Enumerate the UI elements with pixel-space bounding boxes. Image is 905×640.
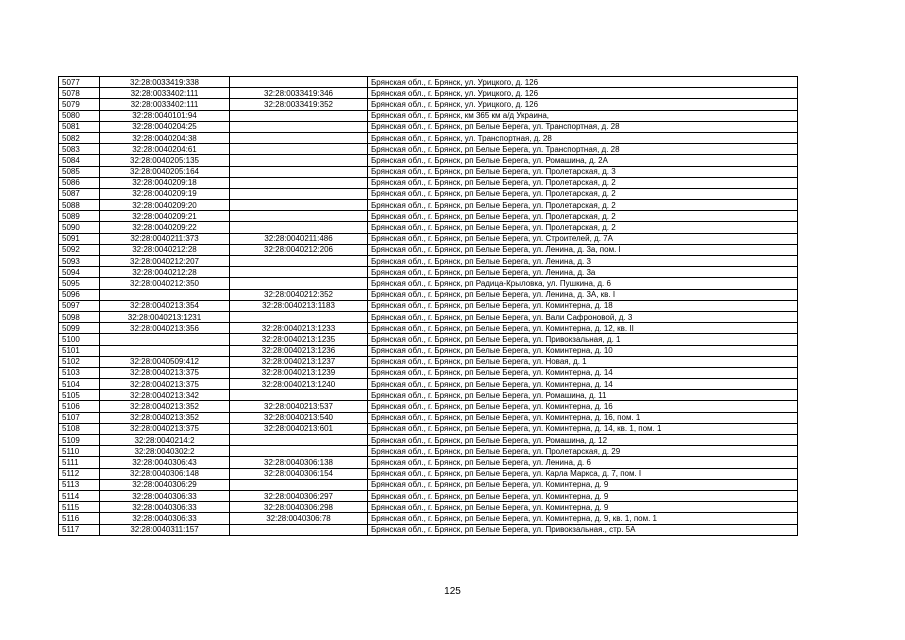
address-cell: Брянская обл., г. Брянск, рп Белые Берега, ул. Пролетарская, д. 2 <box>368 200 798 211</box>
related-cadastral-number-cell <box>230 77 368 88</box>
related-cadastral-number-cell <box>230 110 368 121</box>
row-number-cell: 5100 <box>59 334 100 345</box>
cadastral-number-cell: 32:28:0040209:20 <box>100 200 230 211</box>
related-cadastral-number-cell <box>230 267 368 278</box>
related-cadastral-number-cell <box>230 256 368 267</box>
address-cell: Брянская обл., г. Брянск, рп Радица-Крыловка, ул. Пушкина, д. 6 <box>368 278 798 289</box>
cadastral-number-cell: 32:28:0040302:2 <box>100 446 230 457</box>
row-number-cell: 5099 <box>59 323 100 334</box>
related-cadastral-number-cell: 32:28:0040213:1236 <box>230 345 368 356</box>
address-cell: Брянская обл., г. Брянск, рп Белые Берега, ул. Пролетарская, д. 2 <box>368 222 798 233</box>
cadastral-number-cell: 32:28:0033419:338 <box>100 77 230 88</box>
cadastral-number-cell: 32:28:0040212:207 <box>100 256 230 267</box>
related-cadastral-number-cell: 32:28:0040213:1240 <box>230 379 368 390</box>
related-cadastral-number-cell: 32:28:0040213:1183 <box>230 300 368 311</box>
table-row <box>59 77 798 88</box>
related-cadastral-number-cell: 32:28:0040306:154 <box>230 468 368 479</box>
related-cadastral-number-cell <box>230 132 368 143</box>
table-row <box>59 390 798 401</box>
related-cadastral-number-cell <box>230 278 368 289</box>
address-cell: Брянская обл., г. Брянск, рп Белые Берега, ул. Коминтерна, д. 16, пом. 1 <box>368 412 798 423</box>
address-cell: Брянская обл., г. Брянск, рп Белые Берега, ул. Транспортная, д. 28 <box>368 121 798 132</box>
table-row <box>59 311 798 322</box>
table-row <box>59 121 798 132</box>
address-cell: Брянская обл., г. Брянск, рп Белые Берега, ул. Коминтерна, д. 9, кв. 1, пом. 1 <box>368 513 798 524</box>
related-cadastral-number-cell <box>230 211 368 222</box>
table-row <box>59 379 798 390</box>
cadastral-number-cell: 32:28:0040205:135 <box>100 155 230 166</box>
address-cell: Брянская обл., г. Брянск, рп Белые Берега, ул. Коминтерна, д. 14 <box>368 367 798 378</box>
row-number-cell: 5103 <box>59 367 100 378</box>
address-cell: Брянская обл., г. Брянск, рп Белые Берега, ул. Привокзальная., стр. 5А <box>368 524 798 535</box>
related-cadastral-number-cell <box>230 121 368 132</box>
cadastral-number-cell: 32:28:0040212:28 <box>100 267 230 278</box>
cadastral-number-cell: 32:28:0040213:1231 <box>100 311 230 322</box>
related-cadastral-number-cell: 32:28:0040213:1235 <box>230 334 368 345</box>
related-cadastral-number-cell <box>230 200 368 211</box>
address-cell: Брянская обл., г. Брянск, рп Белые Берега, ул. Ромашина, д. 2А <box>368 155 798 166</box>
cadastral-number-cell: 32:28:0033402:111 <box>100 88 230 99</box>
address-cell: Брянская обл., г. Брянск, рп Белые Берега, ул. Ленина, д. 3а, пом. I <box>368 244 798 255</box>
related-cadastral-number-cell: 32:28:0040306:298 <box>230 502 368 513</box>
row-number-cell: 5095 <box>59 278 100 289</box>
table-row <box>59 423 798 434</box>
register-table <box>58 76 798 536</box>
row-number-cell: 5093 <box>59 256 100 267</box>
row-number-cell: 5104 <box>59 379 100 390</box>
row-number-cell: 5109 <box>59 435 100 446</box>
cadastral-number-cell: 32:28:0040306:33 <box>100 502 230 513</box>
cadastral-number-cell: 32:28:0040311:157 <box>100 524 230 535</box>
table-row <box>59 144 798 155</box>
row-number-cell: 5114 <box>59 490 100 501</box>
table-row <box>59 345 798 356</box>
cadastral-number-cell <box>100 345 230 356</box>
related-cadastral-number-cell: 32:28:0040213:537 <box>230 401 368 412</box>
address-cell: Брянская обл., г. Брянск, рп Белые Берега, ул. Коминтерна, д. 18 <box>368 300 798 311</box>
table-row <box>59 435 798 446</box>
cadastral-number-cell <box>100 289 230 300</box>
row-number-cell: 5078 <box>59 88 100 99</box>
table-row <box>59 468 798 479</box>
related-cadastral-number-cell <box>230 144 368 155</box>
row-number-cell: 5116 <box>59 513 100 524</box>
related-cadastral-number-cell <box>230 446 368 457</box>
table-row <box>59 155 798 166</box>
address-cell: Брянская обл., г. Брянск, рп Белые Берега, ул. Ленина, д. 3 <box>368 256 798 267</box>
cadastral-number-cell: 32:28:0040306:33 <box>100 490 230 501</box>
cadastral-number-cell: 32:28:0040213:352 <box>100 401 230 412</box>
table-row <box>59 524 798 535</box>
related-cadastral-number-cell <box>230 390 368 401</box>
cadastral-number-cell: 32:28:0040204:61 <box>100 144 230 155</box>
cadastral-number-cell: 32:28:0040306:33 <box>100 513 230 524</box>
related-cadastral-number-cell: 32:28:0040213:540 <box>230 412 368 423</box>
address-cell: Брянская обл., г. Брянск, рп Белые Берега, ул. Коминтерна, д. 9 <box>368 479 798 490</box>
cadastral-number-cell: 32:28:0040205:164 <box>100 166 230 177</box>
related-cadastral-number-cell <box>230 435 368 446</box>
address-cell: Брянская обл., г. Брянск, ул. Урицкого, д. 126 <box>368 88 798 99</box>
table-row <box>59 457 798 468</box>
table-row <box>59 110 798 121</box>
table-row <box>59 479 798 490</box>
related-cadastral-number-cell: 32:28:0040212:352 <box>230 289 368 300</box>
row-number-cell: 5102 <box>59 356 100 367</box>
row-number-cell: 5088 <box>59 200 100 211</box>
row-number-cell: 5086 <box>59 177 100 188</box>
related-cadastral-number-cell <box>230 479 368 490</box>
address-cell: Брянская обл., г. Брянск, рп Белые Берега, ул. Строителей, д. 7А <box>368 233 798 244</box>
row-number-cell: 5087 <box>59 188 100 199</box>
related-cadastral-number-cell: 32:28:0040211:486 <box>230 233 368 244</box>
related-cadastral-number-cell: 32:28:0033419:346 <box>230 88 368 99</box>
address-cell: Брянская обл., г. Брянск, ул. Транспортная, д. 28 <box>368 132 798 143</box>
register-table-body <box>59 77 798 536</box>
table-row <box>59 446 798 457</box>
address-cell: Брянская обл., г. Брянск, рп Белые Берега, ул. Коминтерна, д. 14, кв. 1, пом. 1 <box>368 423 798 434</box>
cadastral-number-cell: 32:28:0040213:354 <box>100 300 230 311</box>
related-cadastral-number-cell <box>230 311 368 322</box>
row-number-cell: 5098 <box>59 311 100 322</box>
related-cadastral-number-cell: 32:28:0040306:78 <box>230 513 368 524</box>
cadastral-number-cell: 32:28:0040209:19 <box>100 188 230 199</box>
cadastral-number-cell: 32:28:0040509:412 <box>100 356 230 367</box>
cadastral-number-cell: 32:28:0040212:28 <box>100 244 230 255</box>
address-cell: Брянская обл., г. Брянск, рп Белые Берега, ул. Коминтерна, д. 10 <box>368 345 798 356</box>
table-row <box>59 334 798 345</box>
cadastral-number-cell: 32:28:0040209:18 <box>100 177 230 188</box>
address-cell: Брянская обл., г. Брянск, рп Белые Берега, ул. Ленина, д. 6 <box>368 457 798 468</box>
related-cadastral-number-cell: 32:28:0040213:601 <box>230 423 368 434</box>
row-number-cell: 5090 <box>59 222 100 233</box>
cadastral-number-cell: 32:28:0040211:373 <box>100 233 230 244</box>
row-number-cell: 5091 <box>59 233 100 244</box>
cadastral-number-cell: 32:28:0040213:356 <box>100 323 230 334</box>
related-cadastral-number-cell <box>230 188 368 199</box>
row-number-cell: 5108 <box>59 423 100 434</box>
row-number-cell: 5079 <box>59 99 100 110</box>
address-cell: Брянская обл., г. Брянск, рп Белые Берега, ул. Ленина, д. 3А, кв. I <box>368 289 798 300</box>
address-cell: Брянская обл., г. Брянск, ул. Урицкого, д. 126 <box>368 99 798 110</box>
table-row <box>59 222 798 233</box>
table-row <box>59 278 798 289</box>
related-cadastral-number-cell: 32:28:0040306:138 <box>230 457 368 468</box>
row-number-cell: 5105 <box>59 390 100 401</box>
cadastral-number-cell: 32:28:0040204:38 <box>100 132 230 143</box>
address-cell: Брянская обл., г. Брянск, рп Белые Берега, ул. Пролетарская, д. 2 <box>368 211 798 222</box>
cadastral-number-cell: 32:28:0040209:21 <box>100 211 230 222</box>
address-cell: Брянская обл., г. Брянск, км 365 км а/д Украина, <box>368 110 798 121</box>
row-number-cell: 5112 <box>59 468 100 479</box>
address-cell: Брянская обл., г. Брянск, рп Белые Берега, ул. Пролетарская, д. 2 <box>368 177 798 188</box>
cadastral-number-cell: 32:28:0040306:43 <box>100 457 230 468</box>
row-number-cell: 5092 <box>59 244 100 255</box>
row-number-cell: 5101 <box>59 345 100 356</box>
address-cell: Брянская обл., г. Брянск, рп Белые Берега, ул. Коминтерна, д. 12, кв. II <box>368 323 798 334</box>
row-number-cell: 5084 <box>59 155 100 166</box>
cadastral-number-cell: 32:28:0040213:375 <box>100 367 230 378</box>
cadastral-number-cell: 32:28:0040204:25 <box>100 121 230 132</box>
table-row <box>59 502 798 513</box>
address-cell: Брянская обл., г. Брянск, рп Белые Берега, ул. Коминтерна, д. 16 <box>368 401 798 412</box>
table-row <box>59 513 798 524</box>
related-cadastral-number-cell <box>230 166 368 177</box>
row-number-cell: 5110 <box>59 446 100 457</box>
cadastral-number-cell: 32:28:0040209:22 <box>100 222 230 233</box>
related-cadastral-number-cell: 32:28:0040212:206 <box>230 244 368 255</box>
table-row <box>59 267 798 278</box>
table-row <box>59 188 798 199</box>
row-number-cell: 5097 <box>59 300 100 311</box>
row-number-cell: 5080 <box>59 110 100 121</box>
table-row <box>59 211 798 222</box>
table-row <box>59 132 798 143</box>
row-number-cell: 5085 <box>59 166 100 177</box>
related-cadastral-number-cell: 32:28:0033419:352 <box>230 99 368 110</box>
table-row <box>59 244 798 255</box>
cadastral-number-cell: 32:28:0033402:111 <box>100 99 230 110</box>
row-number-cell: 5107 <box>59 412 100 423</box>
address-cell: Брянская обл., г. Брянск, рп Белые Берега, ул. Транспортная, д. 28 <box>368 144 798 155</box>
address-cell: Брянская обл., г. Брянск, рп Белые Берега, ул. Вали Сафроновой, д. 3 <box>368 311 798 322</box>
address-cell: Брянская обл., г. Брянск, рп Белые Берега, ул. Пролетарская, д. 29 <box>368 446 798 457</box>
row-number-cell: 5096 <box>59 289 100 300</box>
table-row <box>59 300 798 311</box>
related-cadastral-number-cell: 32:28:0040213:1239 <box>230 367 368 378</box>
related-cadastral-number-cell <box>230 524 368 535</box>
row-number-cell: 5117 <box>59 524 100 535</box>
row-number-cell: 5082 <box>59 132 100 143</box>
row-number-cell: 5083 <box>59 144 100 155</box>
cadastral-number-cell: 32:28:0040212:350 <box>100 278 230 289</box>
related-cadastral-number-cell: 32:28:0040213:1237 <box>230 356 368 367</box>
address-cell: Брянская обл., г. Брянск, рп Белые Берега, ул. Ленина, д. 3а <box>368 267 798 278</box>
cadastral-number-cell: 32:28:0040213:375 <box>100 379 230 390</box>
related-cadastral-number-cell <box>230 222 368 233</box>
address-cell: Брянская обл., г. Брянск, рп Белые Берега, ул. Коминтерна, д. 9 <box>368 502 798 513</box>
address-cell: Брянская обл., г. Брянск, рп Белые Берега, ул. Пролетарская, д. 3 <box>368 166 798 177</box>
row-number-cell: 5106 <box>59 401 100 412</box>
page-number: 125 <box>444 586 461 597</box>
table-row <box>59 412 798 423</box>
cadastral-number-cell: 32:28:0040213:342 <box>100 390 230 401</box>
table-row <box>59 177 798 188</box>
row-number-cell: 5089 <box>59 211 100 222</box>
cadastral-number-cell <box>100 334 230 345</box>
table-row <box>59 356 798 367</box>
address-cell: Брянская обл., г. Брянск, рп Белые Берега, ул. Привокзальная, д. 1 <box>368 334 798 345</box>
cadastral-number-cell: 32:28:0040213:352 <box>100 412 230 423</box>
cadastral-number-cell: 32:28:0040306:148 <box>100 468 230 479</box>
table-row <box>59 490 798 501</box>
address-cell: Брянская обл., г. Брянск, рп Белые Берега, ул. Коминтерна, д. 14 <box>368 379 798 390</box>
table-row <box>59 401 798 412</box>
related-cadastral-number-cell: 32:28:0040306:297 <box>230 490 368 501</box>
address-cell: Брянская обл., г. Брянск, рп Белые Берега, ул. Коминтерна, д. 9 <box>368 490 798 501</box>
row-number-cell: 5111 <box>59 457 100 468</box>
table-row <box>59 88 798 99</box>
address-cell: Брянская обл., г. Брянск, рп Белые Берега, ул. Ромашина, д. 11 <box>368 390 798 401</box>
table-row <box>59 367 798 378</box>
table-row <box>59 323 798 334</box>
related-cadastral-number-cell: 32:28:0040213:1233 <box>230 323 368 334</box>
address-cell: Брянская обл., г. Брянск, ул. Урицкого, д. 126 <box>368 77 798 88</box>
cadastral-number-cell: 32:28:0040306:29 <box>100 479 230 490</box>
table-row <box>59 256 798 267</box>
row-number-cell: 5094 <box>59 267 100 278</box>
table-row <box>59 99 798 110</box>
table-row <box>59 289 798 300</box>
address-cell: Брянская обл., г. Брянск, рп Белые Берега, ул. Ромашина, д. 12 <box>368 435 798 446</box>
address-cell: Брянская обл., г. Брянск, рп Белые Берега, ул. Карла Маркса, д. 7, пом. I <box>368 468 798 479</box>
cadastral-number-cell: 32:28:0040213:375 <box>100 423 230 434</box>
cadastral-number-cell: 32:28:0040101:94 <box>100 110 230 121</box>
table-row <box>59 200 798 211</box>
related-cadastral-number-cell <box>230 155 368 166</box>
row-number-cell: 5081 <box>59 121 100 132</box>
cadastral-number-cell: 32:28:0040214:2 <box>100 435 230 446</box>
related-cadastral-number-cell <box>230 177 368 188</box>
row-number-cell: 5115 <box>59 502 100 513</box>
address-cell: Брянская обл., г. Брянск, рп Белые Берега, ул. Новая, д. 1 <box>368 356 798 367</box>
table-row <box>59 166 798 177</box>
row-number-cell: 5077 <box>59 77 100 88</box>
row-number-cell: 5113 <box>59 479 100 490</box>
address-cell: Брянская обл., г. Брянск, рп Белые Берега, ул. Пролетарская, д. 2 <box>368 188 798 199</box>
table-row <box>59 233 798 244</box>
